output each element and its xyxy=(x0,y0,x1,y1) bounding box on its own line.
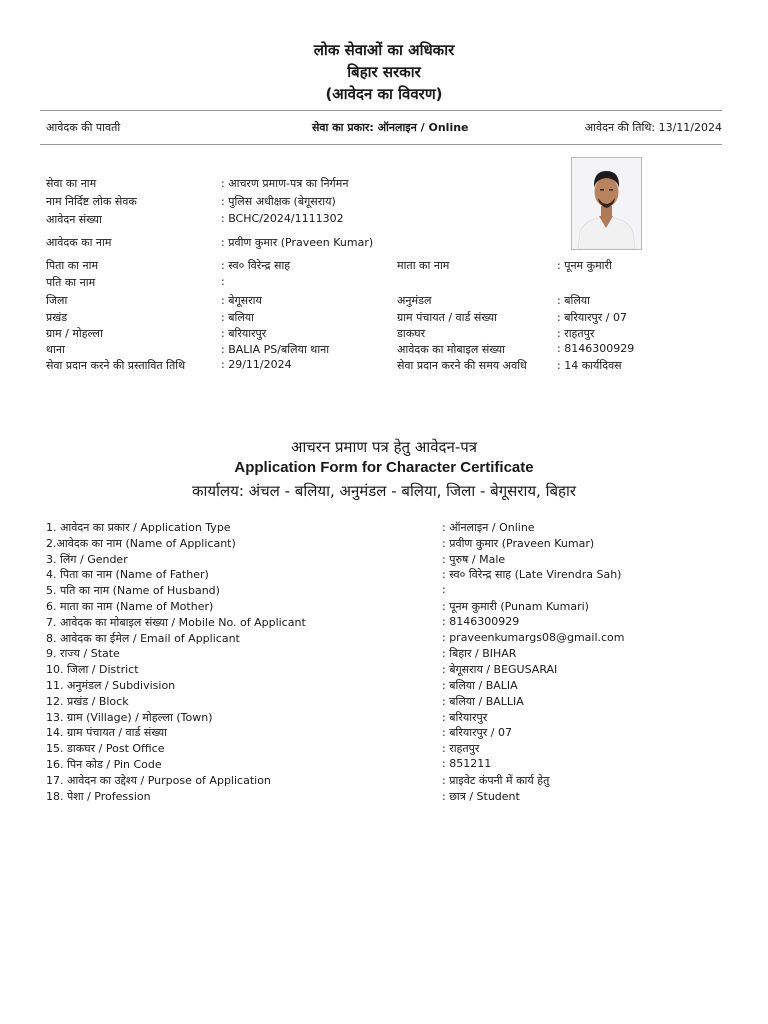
detail-label-proposed-date: सेवा प्रदान करने की प्रस्तावित तिथि xyxy=(46,359,186,372)
detail-label-village: ग्राम / मोहल्ला xyxy=(46,327,103,340)
detail-label-time-period: सेवा प्रदान करने की समय अवधि xyxy=(397,359,527,372)
service-type-label: सेवा का प्रकार: ऑनलाइन / xyxy=(312,121,429,134)
detail-value-public-servant: : पुलिस अधीक्षक (बेगूसराय) xyxy=(221,195,336,208)
form-row-label: 16. पिन कोड / Pin Code xyxy=(46,758,162,771)
form-row-value: : छात्र / Student xyxy=(442,790,520,803)
detail-value-panchayat-ward: : बरियारपुर / 07 xyxy=(557,311,628,324)
detail-value-time-period: : 14 कार्यदिवस xyxy=(557,359,622,372)
detail-label-husband: पति का नाम xyxy=(46,276,96,289)
application-date: आवेदन की तिथि: 13/11/2024 xyxy=(584,121,722,134)
form-row-label: 10. जिला / District xyxy=(46,663,139,676)
detail-value-village: : बरियारपुर xyxy=(221,327,267,340)
form-row-label: 8. आवेदक का ईमेल / Email of Applicant xyxy=(46,632,240,645)
applicant-photo-image xyxy=(572,158,641,249)
detail-label-father: पिता का नाम xyxy=(46,259,99,272)
receipt-label: आवेदक की पावती xyxy=(46,121,121,134)
detail-label-post-office: डाकघर xyxy=(397,327,426,340)
detail-label-district: जिला xyxy=(46,294,68,307)
detail-value-police-station: : BALIA PS/बलिया थाना xyxy=(221,343,330,356)
detail-value-husband: : xyxy=(221,275,225,288)
divider-bottom xyxy=(40,144,722,145)
form-title-hindi: आचरन प्रमाण पत्र हेतु आवेदन-पत्र xyxy=(290,438,478,456)
service-type xyxy=(312,120,469,135)
form-row-label: 4. पिता का नाम (Name of Father) xyxy=(46,568,209,581)
form-row-value: : बलिया / BALIA xyxy=(442,679,518,692)
form-row-value: : praveenkumargs08@gmail.com xyxy=(442,631,625,644)
form-office-line: कार्यालय: अंचल - बलिया, अनुमंडल - बलिया, जिला - बेगूसराय, बिहार xyxy=(191,482,577,500)
header-line-3: (आवेदन का विवरण) xyxy=(325,85,443,103)
form-row-label: 7. आवेदक का मोबाइल संख्या / Mobile No. of Applicant xyxy=(46,616,306,629)
detail-value-service-name: : आचरण प्रमाण-पत्र का निर्गमन xyxy=(221,177,349,190)
form-row-label: 6. माता का नाम (Name of Mother) xyxy=(46,600,214,613)
detail-value-district: : बेगूसराय xyxy=(221,294,262,307)
form-row-value: : बेगूसराय / BEGUSARAI xyxy=(442,663,558,676)
form-row-value: : पूनम कुमारी (Punam Kumari) xyxy=(442,600,589,613)
detail-value-father: : स्व० विरेन्द्र साह xyxy=(221,259,291,272)
detail-value-block: : बलिया xyxy=(221,311,255,324)
form-row-label: 17. आवेदन का उद्देश्य / Purpose of Application xyxy=(46,774,271,787)
detail-label-subdivision: अनुमंडल xyxy=(397,294,432,307)
detail-value-subdivision: : बलिया xyxy=(557,294,591,307)
header-line-2: बिहार सरकार xyxy=(347,63,421,81)
form-row-value: : प्राइवेट कंपनी में कार्य हेतु xyxy=(442,774,550,787)
form-row-label: 12. प्रखंड / Block xyxy=(46,695,129,708)
form-row-label: 1. आवेदन का प्रकार / Application Type xyxy=(46,521,231,534)
form-row-value: : ऑनलाइन / Online xyxy=(442,521,535,534)
detail-label-mobile: आवेदक का मोबाइल संख्या xyxy=(397,343,505,356)
detail-label-application-number: आवेदन संख्या xyxy=(46,213,102,226)
detail-label-block: प्रखंड xyxy=(46,311,68,324)
service-type-value: Online xyxy=(428,121,469,134)
form-row-label: 9. राज्य / State xyxy=(46,647,120,660)
detail-value-proposed-date: : 29/11/2024 xyxy=(221,358,292,371)
form-row-label: 14. ग्राम पंचायत / वार्ड संख्या xyxy=(46,726,167,739)
form-row-value: : प्रवीण कुमार (Praveen Kumar) xyxy=(442,537,595,550)
form-row-value: : बरियारपुर xyxy=(442,711,488,724)
form-row-value: : बरियारपुर / 07 xyxy=(442,726,513,739)
form-row-value: : 8146300929 xyxy=(442,615,520,628)
form-row-label: 2.आवेदक का नाम (Name of Applicant) xyxy=(46,537,236,550)
detail-label-service-name: सेवा का नाम xyxy=(46,177,97,190)
form-row-value: : xyxy=(442,583,446,596)
form-row-value: : बिहार / BIHAR xyxy=(442,647,517,660)
detail-label-mother: माता का नाम xyxy=(397,259,450,272)
applicant-photo xyxy=(571,157,642,250)
form-row-label: 5. पति का नाम (Name of Husband) xyxy=(46,584,220,597)
detail-value-application-number: : BCHC/2024/1111302 xyxy=(221,212,344,225)
detail-value-post-office: : राहतपुर xyxy=(557,327,595,340)
form-row-value: : पुरुष / Male xyxy=(442,553,506,566)
detail-label-police-station: थाना xyxy=(46,343,65,356)
form-row-label: 18. पेशा / Profession xyxy=(46,790,151,803)
detail-label-applicant-name: आवेदक का नाम xyxy=(46,236,112,249)
header-line-1: लोक सेवाओं का अधिकार xyxy=(313,41,455,59)
detail-value-applicant-name: : प्रवीण कुमार (Praveen Kumar) xyxy=(221,236,374,249)
form-row-value: : बलिया / BALLIA xyxy=(442,695,524,708)
form-row-label: 3. लिंग / Gender xyxy=(46,553,128,566)
form-title-english: Application Form for Character Certificate xyxy=(234,459,534,476)
form-row-label: 11. अनुमंडल / Subdivision xyxy=(46,679,176,692)
form-row-value: : राहतपुर xyxy=(442,742,480,755)
detail-value-mobile: : 8146300929 xyxy=(557,342,635,355)
divider-top xyxy=(40,110,722,111)
detail-label-public-servant: नाम निर्दिष्ट लोक सेवक xyxy=(46,195,137,208)
form-row-label: 13. ग्राम (Village) / मोहल्ला (Town) xyxy=(46,711,213,724)
detail-label-panchayat-ward: ग्राम पंचायत / वार्ड संख्या xyxy=(397,311,498,324)
form-row-value: : स्व० विरेन्द्र साह (Late Virendra Sah) xyxy=(442,568,622,581)
form-row-label: 15. डाकघर / Post Office xyxy=(46,742,165,755)
detail-value-mother: : पूनम कुमारी xyxy=(557,259,612,272)
form-row-value: : 851211 xyxy=(442,757,492,770)
